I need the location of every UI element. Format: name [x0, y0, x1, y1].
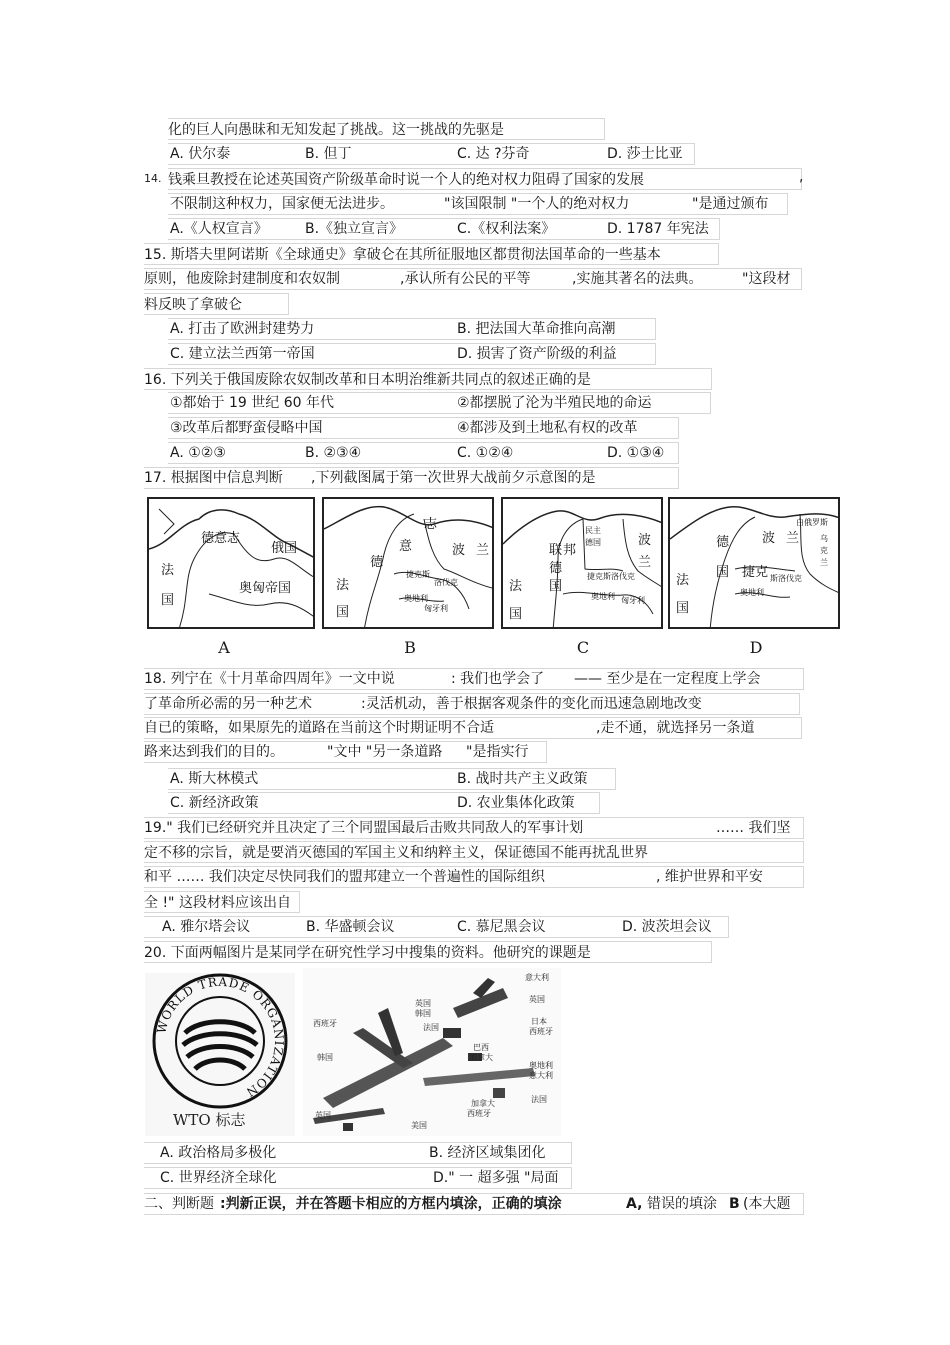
plane-label-7: 西班牙 [313, 1019, 337, 1028]
q13-option-d[interactable]: D. 莎士比亚 [607, 146, 683, 162]
q13-stem-line [168, 118, 605, 140]
map-c-label-12: 奥地利 [591, 592, 615, 601]
map-c-label-2: 德国 [585, 538, 601, 547]
q19-stem-text1b: …… 我们坚 [716, 820, 791, 836]
map-b-label-6: 法 [336, 578, 350, 593]
plane-label-18: 美国 [411, 1121, 427, 1130]
q15-stem-text1: 15. 斯塔夫里阿诺斯《全球通史》拿破仑在其所征服地区都贯彻法国革命的一些基本 [144, 247, 661, 263]
map-c-label-10: 国 [509, 607, 523, 622]
map-b[interactable] [322, 497, 494, 629]
plane-label-12: 奥地利 [529, 1061, 553, 1070]
q16-item-4: ④都涉及到土地私有权的改革 [457, 420, 638, 436]
q14-option-c[interactable]: C.《权利法案》 [457, 221, 556, 237]
plane-label-14: 加拿大 [471, 1099, 495, 1108]
q15-option-a[interactable]: A. 打击了欧洲封建势力 [170, 321, 315, 337]
section2-tail: (本大题 [743, 1196, 791, 1212]
map-b-label-11: 匈牙利 [424, 604, 448, 613]
map-b-label-4: 波 [452, 543, 466, 558]
q16-option-c[interactable]: C. ①②④ [457, 445, 514, 461]
q14-stem-text2c: "是通过颁布 [692, 196, 769, 212]
q15-stem-line3 [144, 293, 289, 315]
map-b-label-1: 意 [399, 539, 413, 554]
map-d[interactable] [668, 497, 840, 629]
plane-label-1: 意大利 [525, 973, 549, 982]
q19-stem-text3b: , 维护世界和平安 [656, 869, 763, 885]
plane-label-11: 韩国 [317, 1053, 333, 1062]
plane-label-9: 巴西 [473, 1043, 489, 1052]
q19-stem-text1a: 19." 我们已经研究并且决定了三个同盟国最后击败共同敌人的军事计划 [144, 820, 584, 836]
map-d-label-1: 白俄罗斯 [796, 518, 828, 527]
map-d-label-12: 斯洛伐克 [770, 574, 802, 583]
q18-option-c[interactable]: C. 新经济政策 [170, 795, 259, 811]
map-d-label-4: 波 [762, 531, 776, 546]
plane-label-10: 加拿大 [469, 1053, 493, 1062]
map-a-label-austria-hungary: 奥匈帝国 [239, 581, 292, 596]
q20-option-b[interactable]: B. 经济区域集团化 [429, 1145, 546, 1161]
q14-option-b[interactable]: B.《独立宣言》 [305, 221, 404, 237]
q15-stem-text2b: ,承认所有公民的平等 [400, 271, 531, 287]
q19-stem-line4 [144, 891, 300, 913]
q18-stem-text3a: 自已的策略，如果原先的道路在当前这个时期证明不合适 [144, 720, 494, 736]
q14-stem-text2b: "该国限制 "一个人的绝对权力 [444, 196, 630, 212]
map-d-label-9: 法 [676, 573, 690, 588]
map-c-label-7: 德 [549, 561, 563, 576]
q18-option-b[interactable]: B. 战时共产主义政策 [457, 771, 588, 787]
q15-option-b[interactable]: B. 把法国大革命推向高潮 [457, 321, 616, 337]
plane-label-4: 韩国 [415, 1009, 431, 1018]
section2-correct-mark: A, [626, 1196, 643, 1212]
map-b-label-10: 奥地利 [404, 594, 428, 603]
map-c-label-8: 国 [549, 579, 563, 594]
section2-wrong-text: 错误的填涂 [647, 1196, 717, 1212]
map-b-label-8: 捷克斯 [406, 570, 430, 579]
q16-item-3: ③改革后都野蛮侵略中国 [170, 420, 323, 436]
map-c-label-3: 波 [638, 533, 652, 548]
q15-stem-text2a: 原则，他废除封建制度和农奴制 [144, 271, 340, 287]
wto-caption: WTO 标志 [173, 1111, 246, 1129]
q14-stem-text1: 钱乘旦教授在论述英国资产阶级革命时说一个人的绝对权力阻碍了国家的发展 [168, 172, 644, 188]
q16-option-a[interactable]: A. ①②③ [170, 445, 226, 461]
plane-label-13: 意大利 [529, 1071, 553, 1080]
plane-diagram-icon [303, 968, 561, 1136]
map-a-letter: A [218, 638, 230, 657]
q18-stem-text1a: 18. 列宁在《十月革命四周年》一文中说 [144, 671, 395, 687]
q20-stem-line [144, 941, 712, 963]
map-c-label-13: 匈牙利 [621, 596, 645, 605]
q18-stem-text1c: —— 至少是在一定程度上学会 [574, 671, 761, 687]
q20-option-a[interactable]: A. 政治格局多极化 [160, 1145, 277, 1161]
map-b-label-5: 兰 [476, 543, 490, 558]
map-b-label-3: 德 [370, 555, 384, 570]
map-c-label-5: 联 [549, 543, 563, 558]
map-a-label-russia: 俄国 [271, 541, 298, 556]
map-c-label-1: 民主 [585, 526, 601, 535]
map-c[interactable] [501, 497, 663, 629]
map-d-letter: D [749, 638, 763, 657]
q16-options-row [168, 442, 679, 464]
q15-stem-line1 [144, 243, 719, 265]
section2-wrong-mark: B [729, 1196, 740, 1212]
wto-logo-figure [145, 973, 295, 1136]
q18-stem-text3b: ,走不通，就选择另一条道 [596, 720, 755, 736]
map-d-label-7: 克 [820, 546, 828, 555]
plane-label-2: 英国 [529, 995, 545, 1004]
q18-stem-text1b: : 我们也学会了 [451, 671, 545, 687]
map-b-label-7: 国 [336, 605, 350, 620]
q19-stem-line2 [144, 841, 804, 863]
map-a-label-france-2: 国 [161, 593, 175, 608]
q19-stem-text3a: 和平 …… 我们决定尽快同我们的盟邦建立一个普遍性的国际组织 [144, 869, 545, 885]
map-d-label-11: 捷克 [742, 565, 769, 580]
q13-stem-text: 化的巨人向愚昧和无知发起了挑战。这一挑战的先驱是 [168, 122, 504, 138]
q19-option-d[interactable]: D. 波茨坦会议 [622, 919, 712, 935]
q15-option-d[interactable]: D. 损害了资产阶级的利益 [457, 346, 617, 362]
map-c-label-6: 邦 [563, 543, 577, 558]
q15-stem-text3: 料反映了拿破仑 [144, 297, 242, 313]
q19-stem-text4: 全 !" 这段材料应该出自 [144, 895, 291, 911]
plane-label-8: 法国 [423, 1023, 439, 1032]
q14-stem-text2a: 不限制这种权力，国家便无法进步。 [170, 196, 394, 212]
q13-option-c[interactable]: C. 达 ?芬奇 [457, 146, 530, 162]
q14-option-a[interactable]: A.《人权宣言》 [170, 221, 268, 237]
map-b-letter: B [404, 638, 416, 657]
plane-label-15: 西班牙 [467, 1109, 491, 1118]
map-d-label-6: 乌 [820, 534, 828, 543]
q13-option-b[interactable]: B. 但丁 [305, 146, 352, 162]
q16-item-1: ①都始于 19 世纪 60 年代 [170, 395, 334, 411]
q18-stem-text4c: "是指实行 [466, 744, 529, 760]
q18-option-d[interactable]: D. 农业集体化政策 [457, 795, 575, 811]
map-c-label-9: 法 [509, 579, 523, 594]
q18-stem-text4a: 路来达到我们的目的。 [144, 744, 284, 760]
q14-stem-line1 [168, 168, 802, 190]
map-d-label-10: 国 [676, 601, 690, 616]
q18-stem-text4b: "文中 "另一条道路 [327, 744, 443, 760]
q19-option-b[interactable]: B. 华盛顿会议 [306, 919, 395, 935]
plane-label-17: 英国 [315, 1111, 331, 1120]
map-d-label-13: 奥地利 [740, 588, 764, 597]
q14-stem-comma: , [799, 169, 804, 185]
q16-option-b[interactable]: B. ②③④ [305, 445, 362, 461]
plane-label-16: 法国 [531, 1095, 547, 1104]
map-d-label-3: 国 [716, 565, 730, 580]
section2-title: 二、判断题 [144, 1196, 214, 1212]
map-c-label-11: 捷克斯洛伐克 [587, 572, 635, 581]
q18-option-a[interactable]: A. 斯大林模式 [170, 771, 259, 787]
map-c-label-4: 兰 [638, 555, 652, 570]
map-d-label-2: 德 [716, 535, 730, 550]
plane-label-6: 西班牙 [529, 1027, 553, 1036]
q19-option-c[interactable]: C. 慕尼黑会议 [457, 919, 546, 935]
section2-instruction: :判新正误，并在答题卡相应的方框内填涂，正确的填涂 [220, 1196, 562, 1212]
plane-label-3: 英国 [415, 999, 431, 1008]
q17-stem-text-a: 17. 根据图中信息判断 [144, 470, 283, 486]
map-a-label-france-1: 法 [161, 563, 175, 578]
q20-option-d[interactable]: D." 一 超多强 "局面 [433, 1170, 559, 1186]
q15-option-c[interactable]: C. 建立法兰西第一帝国 [170, 346, 315, 362]
q13-option-a[interactable]: A. 伏尔泰 [170, 146, 231, 162]
map-b-borders [324, 499, 494, 629]
q16-stem-line [144, 368, 712, 390]
map-b-label-2: 志 [424, 517, 438, 532]
map-a[interactable] [147, 497, 315, 629]
q20-stem-text: 20. 下面两幅图片是某同学在研究性学习中搜集的资料。他研究的课题是 [144, 945, 591, 961]
q17-stem-text-b: ,下列截图属于第一次世界大战前夕示意图的是 [311, 470, 596, 486]
wto-ring-text: WORLD TRADE ORGANIZATION [154, 974, 287, 1100]
q15-stem-text2c: ,实施其著名的法典。 [572, 271, 703, 287]
q19-option-a[interactable]: A. 雅尔塔会议 [162, 919, 251, 935]
q19-stem-text2: 定不移的宗旨，就是要消灭德国的军国主义和纳粹主义，保证德国不能再扰乱世界 [144, 845, 648, 861]
map-c-letter: C [576, 638, 590, 657]
map-b-label-9: 洛伐克 [434, 578, 458, 587]
q16-item-2: ②都摆脱了沦为半殖民地的命运 [457, 395, 652, 411]
q15-stem-text2d: "这段材 [742, 271, 791, 287]
plane-label-5: 日本 [531, 1017, 547, 1026]
q16-option-d[interactable]: D. ①③④ [607, 445, 665, 461]
q14-number: 14. [144, 172, 162, 185]
map-d-label-5: 兰 [786, 531, 800, 546]
q14-option-d[interactable]: D. 1787 年宪法 [607, 221, 709, 237]
q20-option-c[interactable]: C. 世界经济全球化 [160, 1170, 277, 1186]
q18-stem-text2a: 了革命所必需的另一种艺术 [144, 696, 312, 712]
map-d-label-8: 兰 [820, 558, 828, 567]
q18-stem-text2b: :灵活机动，善于根据客观条件的变化而迅速急剧地改变 [361, 696, 702, 712]
q16-stem-text: 16. 下列关于俄国废除农奴制改革和日本明治维新共同点的叙述正确的是 [144, 372, 591, 388]
plane-components-figure [303, 968, 561, 1136]
map-a-label-germany: 德意志 [201, 531, 241, 546]
